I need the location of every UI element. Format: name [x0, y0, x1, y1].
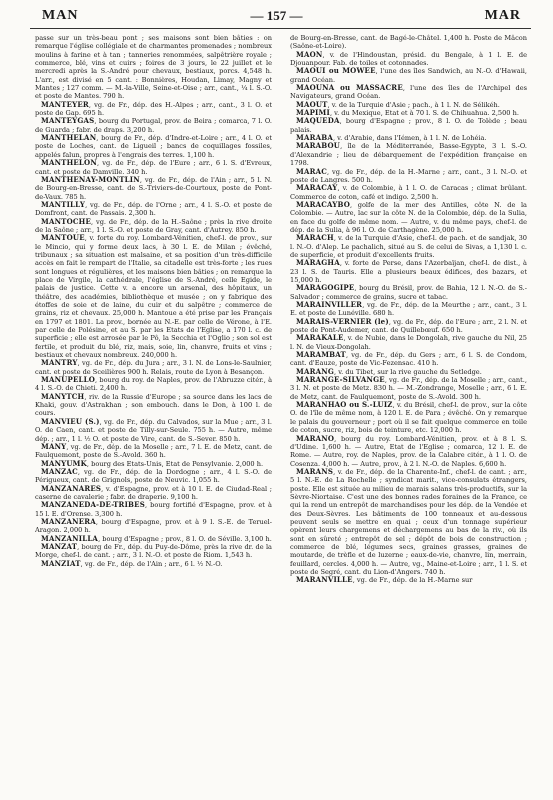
- entry-text: , vg. de Fr., dép. de la H.-Marne ; arr., cant., 3 l. N.-O. et poste de Langres. 500 h.: [290, 167, 527, 184]
- dictionary-entry: [35, 117, 272, 134]
- entry-headword: MARANS: [296, 466, 334, 476]
- dictionary-entry: [290, 468, 527, 576]
- dictionary-entry: [290, 376, 527, 401]
- entry-text: , vg. de Fr., dép. de la Meurthe ; arr., cant., 3 l. E. et poste de Lunéville. 680 h.: [290, 301, 527, 318]
- entry-text: , v. du Mexique, Etat et à 70 l. S. de Chihuahua. 2,500 h.: [329, 109, 519, 118]
- dictionary-entry: [290, 201, 527, 234]
- entry-headword: MARANVILLE: [296, 575, 353, 585]
- dictionary-entry: [35, 159, 272, 176]
- entry-text: , vg. de Fr., dép. de la Moselle ; arr., 7 l. E. de Metz, cant. de Faulquemont, poste de S.-Avold. 360 h.: [35, 442, 272, 460]
- entry-headword: MAON: [296, 49, 323, 59]
- dictionary-entry: [290, 67, 527, 84]
- dictionary-entry: [35, 218, 272, 235]
- entry-text: , l'une des îles de l'Archipel des Navigateurs, grand Océan.: [290, 84, 527, 101]
- entry-text: , vg. de Fr., dép. du Gers ; arr., 6 l. S. de Condom, cant. d'Eauze, poste de Vic-Fezensac. 410 h.: [290, 351, 527, 368]
- dictionary-entry: [290, 284, 527, 301]
- entry-headword: MANZANILLA: [41, 533, 99, 543]
- entry-text: , vg. de Fr., dép. des H.-Alpes ; arr., cant., 3 l. O. et poste de Gap. 695 h.: [35, 100, 272, 118]
- entry-headword: MANZANARES: [41, 483, 102, 493]
- entry-headword: MARAIS-VERNIER (le): [296, 316, 389, 326]
- dictionary-entry: [290, 318, 527, 335]
- entry-headword: MANZIAT: [41, 558, 81, 568]
- entry-headword: MANTOCHE: [41, 216, 92, 226]
- header-rule: [30, 28, 531, 29]
- dictionary-entry: [35, 101, 272, 118]
- entry-text: , riv. de la Russie d'Europe ; sa source dans les lacs de Khaki, gouv. d'Astrakhan ; son embouch. dans le Don, à 100 l. de cours.: [35, 392, 272, 418]
- entry-text: , vg. de Fr., dép. du Calvados, sur la Mue ; arr., 3 l. O. de Caen, cant. et poste de Tilly-sur-Seule. 755 h. — Autre, même dép. ; arr., 1 l. ½ O. et poste de Vire, cant. de S.-Sever. 850 h.: [35, 417, 272, 443]
- entry-text: , v. d'Arabie, dans l'Iémen, à 1 l. N. de Lohéia.: [332, 134, 487, 143]
- entry-headword: MARANGE-SILVANGE: [296, 375, 385, 385]
- entry-headword: MANZANEDA-DE-TRIBES: [41, 500, 145, 510]
- entry-text: , vg. de Fr., dép. de l'Eure ; arr., 6 l. S. d'Evreux, cant. et poste de Damville. 340 h.: [35, 159, 272, 176]
- dictionary-entry: [290, 334, 527, 351]
- dictionary-entry: [290, 576, 527, 584]
- entry-text: , v. de Colombie, à 1 l. O. de Caracas ; climat brûlant. Commerce de coton, café et indigo. 2,500 h.: [290, 184, 527, 201]
- dictionary-entry: [35, 359, 272, 376]
- right-column: [290, 34, 527, 796]
- dictionary-entry: [290, 301, 527, 318]
- entry-headword: MARANO: [296, 433, 335, 443]
- dictionary-entry: [35, 134, 272, 159]
- entry-text: , bourg d'Espagne ; prov., 8 l. O. de Séville. 3,100 h.: [98, 534, 272, 543]
- dictionary-entry: [35, 501, 272, 518]
- header-right-guide-word: MAR: [484, 8, 521, 23]
- entry-text: , bourg du Portugal, prov. de Beira ; comarca, 7 l. O. de Guarda ; fabr. de draps. 3,200 h.: [35, 117, 272, 134]
- dictionary-entry: [35, 176, 272, 201]
- dictionary-entry: [290, 435, 527, 468]
- entry-text: , bourg du roy. de Naples, prov. de l'Abruzze citér., à 4 l. S.-O. de Chieti. 2,400 h.: [35, 376, 272, 393]
- entry-headword: MANZAT: [41, 541, 78, 551]
- entry-text: , v. de Nubie, dans le Dongolah, rive gauche du Nil, 25 l. N. de Vieux-Dongolah.: [290, 334, 527, 351]
- dictionary-entry: [35, 393, 272, 418]
- entry-text: , v. de la Turquie d'Asie ; pach., à 1 l. N. de Sélikéh.: [327, 100, 500, 109]
- entry-text: , l'une des îles Sandwich, au N.-O. d'Hawaii, grand Océan.: [290, 67, 527, 84]
- entry-text: , vg. de Fr., dép. de la Dordogne ; arr., 4 l. S.-O. de Périgueux, cant. de Grignols, poste de Neuvic. 1,055 h.: [35, 467, 272, 485]
- dictionary-entry: [290, 184, 527, 201]
- entry-text: , vg. de Fr., dép. de l'Ain ; arr., 6 l. ½ N.-O.: [80, 559, 223, 568]
- entry-text: , bourg d'Espagne, prov. et à 9 l. S.-E. de Teruel-Aragon. 2,000 h.: [35, 517, 272, 535]
- entry-headword: MANTILLY: [41, 199, 86, 209]
- entry-headword: MANTHELAN: [41, 133, 97, 143]
- dictionary-entry: [35, 560, 272, 568]
- dictionary-entry: [35, 468, 272, 485]
- entry-text: , v. du Tibet, sur la rive gauche du Setledge.: [334, 367, 482, 376]
- entry-headword: MARACH: [296, 233, 334, 243]
- dictionary-entry: [290, 259, 527, 284]
- dictionary-entry: [35, 443, 272, 460]
- dictionary-entry: [290, 34, 527, 51]
- dictionary-entry: [35, 485, 272, 502]
- entry-headword: MANTHENAY-MONTLIN: [41, 174, 140, 184]
- entry-headword: MARABA: [296, 133, 333, 143]
- entry-text: , île de la Méditerranée, Basse-Egypte, 3 l. S.-O. d'Alexandrie ; lieu de débarquement de l'expédition française en 1798.: [290, 142, 527, 168]
- entry-headword: MANZANERA: [41, 516, 96, 526]
- dictionary-entry: [290, 234, 527, 259]
- entry-text: , bourg fortifié d'Espagne, prov. et à 15 l. E. d'Orense. 3,300 h.: [35, 501, 272, 518]
- entry-text: , vg. de Fr., dép. de l'Eure ; arr., 2 l. N. et poste de Pont-Audemer, cant. de Quillebœuf. 650 h.: [290, 317, 527, 335]
- dictionary-entry: [35, 376, 272, 393]
- entry-headword: MARAMBAT: [296, 350, 346, 360]
- entry-headword: MARAKALE: [296, 333, 344, 343]
- page-number: — 157 —: [250, 8, 303, 23]
- entry-text: , bourg du roy. Lombard-Vénitien, prov. et à 8 l. S. d'Udine. 1,600 h. — Autre, Etat de l'Eglise ; comarca, 12 l. E. de Rome. — Autre, roy. de Naples, prov. de la Calabre citér., à 1 l. O. de Cosenza. 4,000 h. — Autre, prov., à 2 l. N.-O. de Naples. 6,600 h.: [290, 434, 527, 468]
- entry-headword: MAOUNA ou MASSACRE: [296, 83, 403, 93]
- dictionary-entry: [290, 142, 527, 167]
- dictionary-entry: [290, 51, 527, 68]
- dictionary-entry: [35, 418, 272, 443]
- entry-headword: MARACAY: [296, 183, 338, 193]
- entry-text: , vg. de Fr., dép. du Jura ; arr., 3 l. N. de Lons-le-Saulnier, cant. et poste de Sceilières 900 h. Relais, route de Lyon à Besançon.: [35, 359, 272, 376]
- dictionary-entry: [35, 201, 272, 218]
- entry-headword: MAOUT: [296, 99, 328, 109]
- dictionary-entry: [290, 168, 527, 185]
- entry-text: , bourg des Etats-Unis, Etat de Pensylvanie. 2,000 h.: [86, 459, 264, 468]
- entry-headword: MANZAC: [41, 466, 78, 476]
- entry-headword: MANTRY: [41, 358, 78, 368]
- dictionary-entry: [290, 401, 527, 434]
- dictionary-entry: [290, 117, 527, 134]
- entry-headword: MANYTCH: [41, 391, 85, 401]
- entry-headword: MANY: [41, 441, 67, 451]
- entry-headword: MARACAYBO: [296, 199, 351, 209]
- entry-text: , v. de la Turquie d'Asie, chef-l. de pach. et de sandjak, 30 l. N.-O. d'Alep. Le pachalich, situé au S. de celui de Sivas, a 1,130 l. c. de superficie, et produit d'excellents fruits.: [290, 234, 527, 259]
- dictionary-entry: [35, 34, 272, 101]
- running-header: [30, 6, 523, 26]
- entry-headword: MARANG: [296, 366, 335, 376]
- entry-text: , vg. de Fr., dép. de l'Ain ; arr., 5 l. N. de Bourg-en-Bresse, cant. de S.-Triviers-de-Courtoux, poste de Pont-de-Vaux. 785 h.: [35, 175, 272, 201]
- dictionary-entry: [290, 351, 527, 368]
- entry-headword: MANTHELON: [41, 158, 97, 168]
- dictionary-entry: [35, 543, 272, 560]
- header-left-guide-word: MAN: [42, 8, 79, 23]
- entry-text: passe sur un très-beau pont ; ses maisons sont bien bâties : on remarque l'église collégiale et de charmantes promenades ; nombreux moulins à farine et à tan ; tanneries renommées, salpêtrière royale ; commerce, blé, vins et cuirs ; foires de 3 jours, le 22 juillet et le mercredi après la S.-André pour chevaux, bestiaux, porcs. 4,548 h. L'arr., est divisé en 5 cant. : Bonnières, Houdan, Limay, Magny et Mantes ; 127 comm. — M.-la-Ville, Seine-et-Oise ; arr., cant., ¼ l. S.-O. et poste de Mantes. 790 h.: [35, 34, 272, 101]
- entry-text: , vg. de Fr., dép. de l'Orne ; arr., 4 l. S.-O. et poste de Domfront, cant. de Passais. 2,300 h.: [35, 200, 272, 218]
- entry-headword: MARAGOGIPE: [296, 283, 355, 293]
- entry-text: , v. de l'Hindoustan, présid. du Bengale, à 1 l. E. de Djouanpour. Fab. de toiles et cotonnades.: [290, 50, 527, 68]
- entry-text: , bourg d'Espagne ; prov., 8 l. O. de Tolède ; beau palais.: [290, 117, 527, 134]
- entry-headword: MAOUI ou MOWEE: [296, 66, 376, 76]
- entry-headword: MANTEYER: [41, 99, 89, 109]
- entry-headword: MANYUMK: [41, 458, 87, 468]
- entry-text: , golfe de la mer des Antilles, côte N. de la Colombie. — Autre, lac sur la côte N. de la Colombie, dép. de la Sulia, en face du golfe de même nom. — Autre, v. du même pays, chef-l. de dép. de la Sulia, à 96 l. O. de Carthagène. 25,000 h.: [290, 200, 527, 234]
- entry-text: , bourg de Fr., dép. d'Indre-et-Loire ; arr., 4 l. O. et poste de Loches, cant. de Ligueil ; bancs de coquillages fossiles, appelés falun, propres à l'engrais des terres. 1,100 h.: [35, 134, 272, 159]
- entry-text: , vg. de Fr., dép. de la H.-Saône ; près la rive droite de la Saône ; arr., 1 l. S.-O. et poste de Gray, cant. d'Autrey. 850 h.: [35, 217, 272, 234]
- dictionary-entry: [35, 234, 272, 359]
- entry-text: , v. du Brésil, chef-l. de prov., sur la côte O. de l'île de même nom, à 120 l. E. de Para ; évêché. On y remarque le palais du gouverneur ; port où il se fait quelque commerce en toile de coton, sucre, riz, bois de teinture, etc. 12,000 h.: [290, 401, 527, 435]
- left-column: [35, 34, 272, 796]
- entry-text: , bourg de Fr., dép. du Puy-de-Dôme, près la rive dr. de la Morge, chef-l. de cant. ; arr., 3 l. N.-O. et poste de Riom. 1,543 h.: [35, 542, 272, 560]
- entry-headword: MANVIEU (S.): [41, 416, 100, 426]
- entry-headword: MANUPELLO: [41, 375, 96, 385]
- entry-text: , v. de Fr., dép. de la Charente-Inf., chef-l. de cant. ; arr., 5 l. N.-E. de La Rochelle ; syndicat marit., vice-consulats étrangers, poste. Elle est située au milieu de marais salans très-productifs, sur la Sèvre-Niortaise. C'est une des bonnes rades foraines de la France, ce qui la rend un entrepôt de marchandises pour les dép. de la Vendée et des Deux-Sèvres. Les bâtiments de 100 tonneaux et au-dessous peuvent seuls se mettre en quai ; ceux d'un tonnage supérieur opèrent leurs chargemens et déchargemens au bas de la riv., où ils sont en sûreté ; entrepôt de sel ; dépôt de bois de construction ; commerce de blé, légumes secs, graines grasses, graines de moutarde, de trèfle et de luzerne ; eaux-de-vie, chanvre, lin, merrain, feuillard, cercles. 4,000 h. — Autre, vg., Maine-et-Loire ; arr., 1 l. S. et poste de Segré, cant. du Lion-d'Angers. 740 h.: [290, 467, 527, 576]
- entry-headword: MAQUEDA: [296, 116, 340, 126]
- entry-headword: MARAC: [296, 166, 327, 176]
- dictionary-entry: [290, 84, 527, 101]
- entry-headword: MANTOUE: [41, 233, 85, 243]
- entry-headword: MAPIMI: [296, 108, 330, 118]
- dictionary-entry: [35, 518, 272, 535]
- entry-headword: MANTEYGAS: [41, 116, 95, 126]
- entry-text: , v. forte du roy. Lombard-Vénitien, chef-l. de prov., sur le Mincio, qui y forme deux lacs, à 30 l. E. de Milan ; évêché, tribunaux ; sa situation est malsaine, et sa position d'un très-difficile accès en fait le rempart de l'Italie, sa citadelle est très-forte ; les rues sont longues et régulières, et les maisons bien bâties ; on remarque la place de Virgile, la cathédrale, l'église de S.-André, celle Egide, le palais de justice. Cette v. a encore un arsenal, des hôpitaux, un théâtre, des académies, bibliothèque et musée ; on y fabrique des étoffes de soie et de laine, du cuir et du salpêtre ; commerce de grains, riz et chevaux. 25,000 h. Mantoue a été prise par les Français en 1797 et 1801. La prov., bornée au N.-E. par celle de Vérone, à l'E. par celle de Polésine, et au S. par les Etats de l'Eglise, a 170 l. c. de superficie ; elle est arrosée par le Pô, la Secchia et l'Oglio ; son sol est fertile, et produit du blé, riz, mais, soie, lin, chanvre, fruits et vins ; bestiaux et chevaux nombreux. 240,000 h.: [35, 234, 272, 360]
- entry-text: , v. forte de Perse, dans l'Azerbaïjan, chef-l. de dist., à 23 l. S. de Tauris. Elle a plusieurs beaux édifices, des bazars, et 15,000 h.: [290, 259, 527, 284]
- entry-headword: MARANHAO ou S.-LUIZ: [296, 400, 393, 410]
- entry-text: , vg. de Fr., dép. de la Moselle ; arr., cant., 3 l. N. et poste de Metz. 830 h. — M.-Zondrange, Moselle ; arr., 6 l. E. de Metz, cant. de Faulquemont, poste de S.-Avold. 300 h.: [290, 376, 527, 401]
- entry-headword: MARAGHA: [296, 258, 340, 268]
- entry-text: , v. d'Espagne, prov. et à 10 l. E. de Ciudad-Real ; caserne de cavalerie ; fabr. de draperie. 9,100 h.: [35, 484, 272, 501]
- entry-text: , bourg du Brésil, prov. de Bahia, 12 l. N.-O. de S.-Salvador ; commerce de grains, sucre et tabac.: [290, 284, 527, 301]
- entry-text: de Bourg-en-Bresse, cant. de Bagé-le-Châtel. 1,400 h. Poste de Mâcon (Saône-et-Loire).: [290, 34, 527, 51]
- entry-text: , vg. de Fr., dép. de la H.-Marne sur: [352, 576, 473, 585]
- entry-headword: MARABOU: [296, 141, 341, 151]
- entry-headword: MARAINVILLER: [296, 300, 363, 309]
